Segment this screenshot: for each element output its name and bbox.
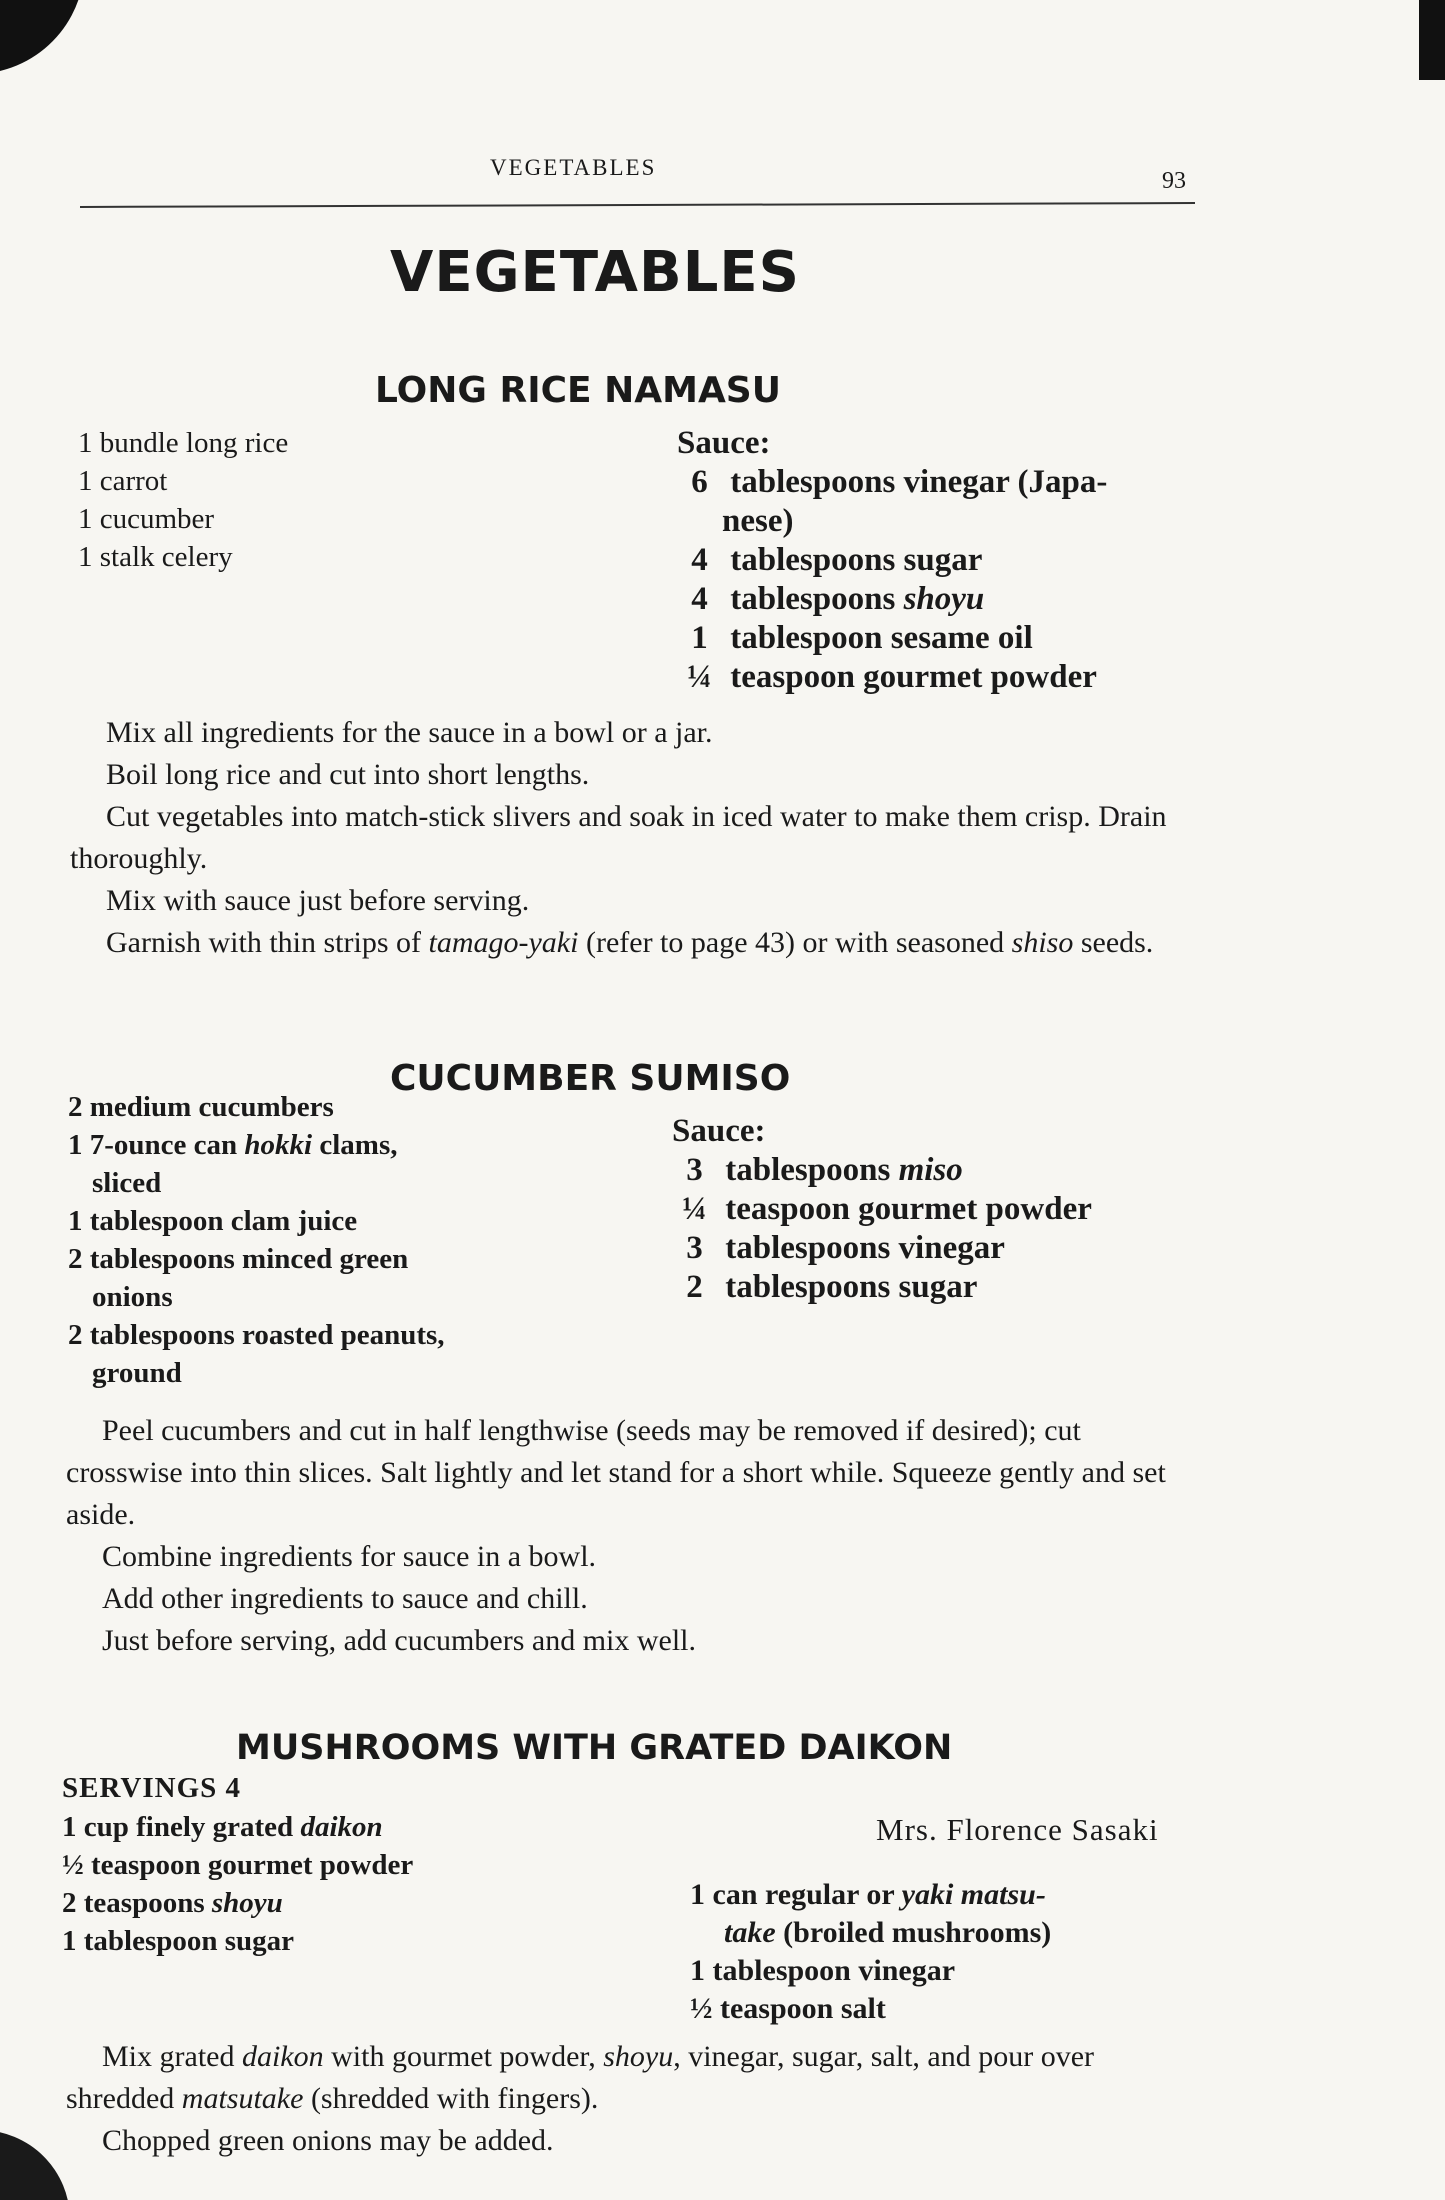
recipe2-directions (66, 1410, 1190, 1662)
sauce-item-cont: nese) (722, 503, 794, 539)
ingredient: ½ teaspoon salt (690, 1992, 886, 2025)
recipe2-ingredients (68, 1088, 445, 1392)
page-number: 93 (1162, 168, 1186, 194)
direction-paragraph: Garnish with thin strips of tamago-yaki (refer to page 43) or with seasoned shiso seeds. (106, 926, 1154, 959)
sauce-item: 4 tablespoons sugar (691, 542, 983, 578)
sauce-item: ¼ teaspoon gourmet powder (682, 1191, 1092, 1227)
chapter-title: VEGETABLES (390, 240, 800, 305)
ingredient: 2 tablespoons roasted peanuts, (68, 1319, 445, 1351)
sauce-label: Sauce: (677, 425, 771, 461)
ingredient: 2 medium cucumbers (68, 1091, 334, 1123)
recipe-title-cucumber-sumiso: CUCUMBER SUMISO (390, 1058, 791, 1099)
ingredient: 1 cup finely grated daikon (62, 1811, 383, 1843)
sauce-item: ¼ teaspoon gourmet powder (687, 659, 1097, 695)
sauce-item: 2 tablespoons sugar (686, 1269, 978, 1305)
ingredient: 1 tablespoon sugar (62, 1925, 295, 1957)
recipe1-ingredients (78, 424, 288, 576)
direction-paragraph: Boil long rice and cut into short lengths. (106, 758, 590, 791)
recipe-author: Mrs. Florence Sasaki (876, 1812, 1159, 1847)
recipe1-sauce (677, 424, 1107, 697)
ingredient: 2 teaspoons shoyu (62, 1887, 283, 1919)
ingredient: 1 7-ounce can hokki clams, (68, 1129, 398, 1161)
direction-paragraph: Cut vegetables into match-stick slivers and soak in iced water to make them crisp. Drain thoroughly. (70, 800, 1167, 875)
ingredient: 1 tablespoon clam juice (68, 1205, 358, 1237)
direction-paragraph: Just before serving, add cucumbers and mix well. (102, 1624, 697, 1657)
ingredient: 1 tablespoon vinegar (690, 1954, 956, 1987)
header-rule (80, 202, 1195, 208)
page-shadow-corner-bottom (0, 2130, 70, 2200)
ingredient: 1 carrot (78, 465, 168, 497)
ingredient: 1 can regular or yaki matsu- (690, 1878, 1046, 1911)
ingredient-cont: ground (92, 1357, 182, 1389)
recipe3-directions (66, 2036, 1190, 2162)
page-shadow-edge (1419, 0, 1445, 80)
sauce-item: 6 tablespoons vinegar (Japa- (691, 464, 1108, 500)
ingredient: 2 tablespoons minced green (68, 1243, 409, 1275)
direction-paragraph: Peel cucumbers and cut in half lengthwise (seeds may be removed if desired); cut crosswise into thin slices. Salt lightly and let stand for a short while. Squeeze gently and set aside. (66, 1414, 1166, 1531)
recipe-title-long-rice-namasu: LONG RICE NAMASU (375, 370, 781, 411)
direction-paragraph: Mix with sauce just before serving. (106, 884, 530, 917)
recipe2-sauce (672, 1112, 1092, 1307)
servings-count: SERVINGS 4 (62, 1772, 242, 1804)
recipe-title-mushrooms-daikon: MUSHROOMS WITH GRATED DAIKON (236, 1728, 953, 1768)
direction-paragraph: Combine ingredients for sauce in a bowl. (102, 1540, 597, 1573)
ingredient: ½ teaspoon gourmet powder (62, 1849, 414, 1881)
ingredient-cont: take (broiled mushrooms) (724, 1916, 1052, 1949)
recipe3-ingredients-right (690, 1876, 1051, 2028)
page-shadow-corner (0, 0, 95, 78)
direction-paragraph: Chopped green onions may be added. (102, 2124, 554, 2157)
recipe1-directions (70, 712, 1190, 964)
ingredient: 1 cucumber (78, 503, 215, 535)
sauce-label: Sauce: (672, 1113, 766, 1149)
running-header: VEGETABLES (490, 155, 657, 180)
sauce-item: 4 tablespoons shoyu (691, 581, 985, 617)
direction-paragraph: Mix all ingredients for the sauce in a bowl or a jar. (106, 716, 713, 749)
ingredient-cont: onions (92, 1281, 173, 1313)
ingredient: 1 stalk celery (78, 541, 233, 573)
ingredient: 1 bundle long rice (78, 427, 289, 459)
recipe3-ingredients-left (62, 1808, 413, 1960)
sauce-item: 3 tablespoons vinegar (686, 1230, 1005, 1266)
sauce-item: 1 tablespoon sesame oil (691, 620, 1033, 656)
ingredient-cont: sliced (92, 1167, 162, 1199)
sauce-item: 3 tablespoons miso (686, 1152, 963, 1188)
direction-paragraph: Add other ingredients to sauce and chill. (102, 1582, 588, 1615)
direction-paragraph: Mix grated daikon with gourmet powder, shoyu, vinegar, sugar, salt, and pour over shredded matsutake (shredded with fingers). (66, 2040, 1095, 2115)
